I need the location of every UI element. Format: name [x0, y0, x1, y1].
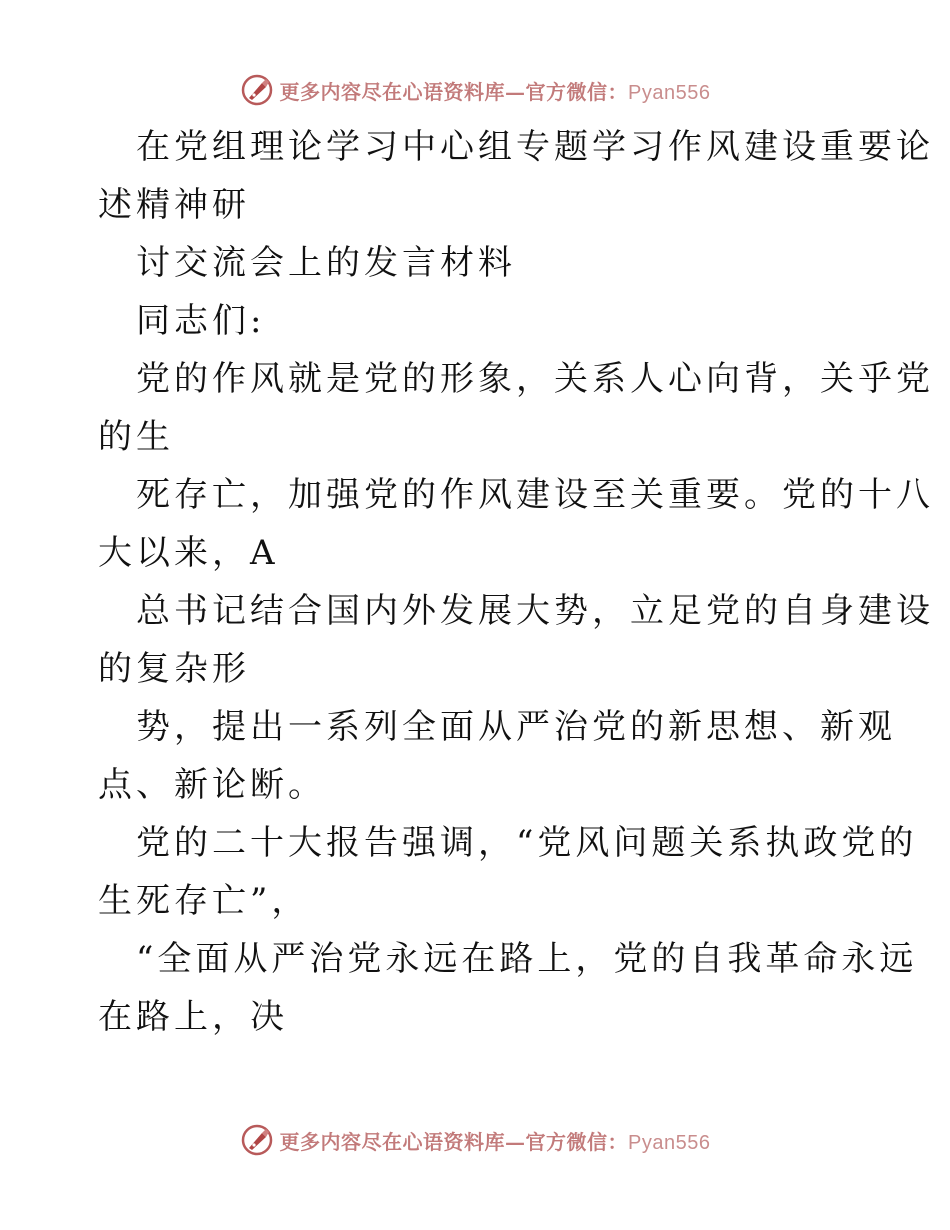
paragraph	[0, 698, 950, 814]
paragraph-line: 在路上，决	[98, 997, 288, 1037]
paragraph-subtitle	[0, 234, 950, 292]
paragraph-line: “全面从严治党永远在路上，党的自我革命永远	[136, 939, 918, 979]
paragraph-line: 总书记结合国内外发展大势，立足党的自身建设	[136, 591, 934, 631]
paragraph	[0, 350, 950, 466]
watermark-text	[280, 76, 711, 105]
paragraph-line: 的生	[98, 417, 174, 457]
watermark-label: 更多内容尽在心语资料库—官方微信：	[279, 79, 629, 104]
pen-nib-logo-icon	[240, 73, 274, 107]
paragraph-line: 大以来，A	[98, 533, 279, 573]
paragraph-line: 死存亡，加强党的作风建设至关重要。党的十八	[136, 475, 934, 515]
paragraph-line: 讨交流会上的发言材料	[136, 243, 516, 283]
paragraph	[0, 814, 950, 930]
paragraph-line: 点、新论断。	[98, 765, 326, 805]
paragraph-line: 生死存亡”，	[98, 881, 310, 921]
paragraph-line: 势，提出一系列全面从严治党的新思想、新观	[136, 707, 896, 747]
paragraph	[0, 582, 950, 698]
wechat-id: Pyan556	[628, 1131, 711, 1154]
paragraph-line: 党的二十大报告强调，“党风问题关系执政党的	[136, 823, 918, 863]
document-body	[0, 118, 950, 1046]
paragraph-greeting	[0, 292, 950, 350]
paragraph-line: 的复杂形	[98, 649, 250, 689]
header-watermark	[0, 70, 950, 110]
watermark-label: 更多内容尽在心语资料库—官方微信：	[279, 1129, 629, 1154]
paragraph-line: 在党组理论学习中心组专题学习作风建设重要论	[136, 127, 934, 167]
footer-watermark	[0, 1120, 950, 1160]
paragraph-line: 同志们:	[136, 301, 266, 341]
paragraph	[0, 930, 950, 1046]
wechat-id: Pyan556	[628, 81, 711, 104]
pen-nib-logo-icon	[240, 1123, 274, 1157]
paragraph-line: 述精神研	[98, 185, 250, 225]
watermark-text	[280, 1126, 711, 1155]
paragraph-line: 党的作风就是党的形象，关系人心向背，关乎党	[136, 359, 934, 399]
paragraph	[0, 466, 950, 582]
paragraph-title	[0, 118, 950, 234]
